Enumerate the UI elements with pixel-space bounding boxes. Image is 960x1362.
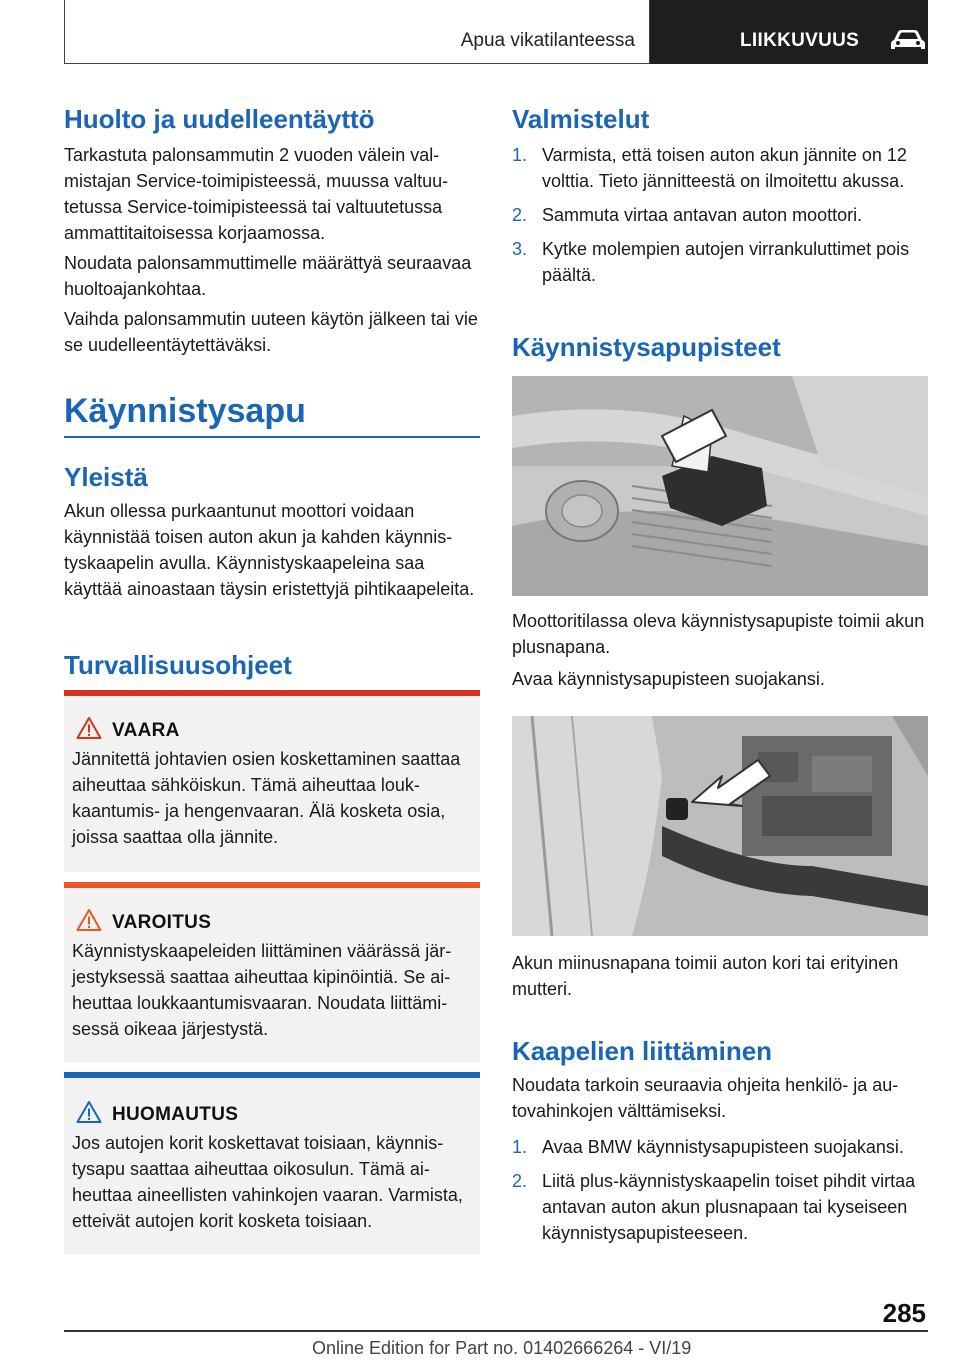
warning-text: Käynnistyskaapeleiden liittäminen väärässä järjestyksessä saattaa aiheuttaa kipinöintiä. Se aiheuttaa loukkaantumisvaaran. Noudata liittämisessä oikeaa järjestystä. xyxy=(72,941,452,1039)
list-item: 2. Sammuta virtaa antavan auton moottori. xyxy=(512,205,863,225)
header-chapter-box xyxy=(650,0,928,64)
header-section-title: Apua vikatilanteessa xyxy=(460,30,635,51)
warning-box-notice xyxy=(64,1072,480,1254)
warning-title: VAROITUS xyxy=(112,912,212,933)
maintenance-paragraph-1: Tarkastuta palonsammutin 2 vuoden välein valmistajan Service-toimipisteessä, muussa valtuutetussa Service-toimipisteessä tai valtuutetussa ammattitaitoisessa korjaamossa. xyxy=(64,145,449,243)
engine-bay-negative-point-photo xyxy=(512,716,928,936)
safety-heading: Turvallisuusohjeet xyxy=(64,650,292,680)
list-item: 3. Kytke molempien autojen virrankuluttimet pois päältä. xyxy=(512,239,910,285)
caption-positive-point: Moottoritilassa oleva käynnistysapupiste toimii akun plusnapana. xyxy=(512,611,925,657)
general-heading: Yleistä xyxy=(64,462,148,492)
preparation-heading: Valmistelut xyxy=(512,104,650,134)
header-section-box xyxy=(64,0,650,64)
footer-divider xyxy=(64,1330,928,1332)
list-item: 2. Liitä plus-käynnistyskaapelin toiset pihdit virtaa antavan auton akun plusnapaan tai kyseiseen käynnistysapupisteeseen. xyxy=(512,1171,916,1243)
warning-bar xyxy=(64,690,480,696)
page-number: 285 xyxy=(882,1298,926,1328)
jumpstart-heading: Käynnistysapu xyxy=(64,392,306,430)
warning-bar xyxy=(64,882,480,888)
warning-box-danger xyxy=(64,690,480,872)
page-header xyxy=(64,0,928,64)
caption-open-cover: Avaa käynnistysapupisteen suojakansi. xyxy=(512,669,825,689)
warning-bar xyxy=(64,1072,480,1078)
preparation-steps xyxy=(512,142,928,296)
warning-title: HUOMAUTUS xyxy=(112,1104,239,1125)
maintenance-heading: Huolto ja uudelleentäyttö xyxy=(64,104,375,134)
maintenance-paragraph-2: Noudata palonsammuttimelle määrättyä seuraavaa huoltoajankohtaa. xyxy=(64,253,472,299)
warning-text: Jos autojen korit koskettavat toisiaan, käynnistysapu saattaa aiheuttaa oikosulun. Tämä aiheuttaa aineellisten vahinkojen vaaran. Varmista, etteivät autojen korit kosketa toisiaan. xyxy=(72,1133,463,1231)
header-chapter-title: LIIKKUVUUS xyxy=(740,30,860,51)
jumpstart-points-heading: Käynnistysapupisteet xyxy=(512,332,781,362)
maintenance-paragraph-3: Vaihda palonsammutin uuteen käytön jälkeen tai vie se uudelleentäytettäväksi. xyxy=(64,309,478,355)
general-paragraph: Akun ollessa purkaantunut moottori voidaan käynnistää toisen auton akun ja kahden käynnistyskaapelin avulla. Käynnistyskaapeleina saa käyttää ainoastaan täysin eristettyjä pihtikaapeleita. xyxy=(64,501,475,599)
warning-triangle-icon xyxy=(76,716,102,740)
connect-cables-paragraph: Noudata tarkoin seuraavia ohjeita henkilö- ja autovahinkojen välttämiseksi. xyxy=(512,1075,899,1121)
list-item: 1. Varmista, että toisen auton akun jännite on 12 volttia. Tieto jännitteestä on ilmoitettu akussa. xyxy=(512,145,907,191)
warning-triangle-icon xyxy=(76,908,102,932)
section-divider xyxy=(64,436,480,438)
caption-negative-point: Akun miinusnapana toimii auton kori tai erityinen mutteri. xyxy=(512,953,899,999)
connect-cables-steps xyxy=(512,1134,928,1254)
list-item: 1. Avaa BMW käynnistysapupisteen suojakansi. xyxy=(512,1137,904,1157)
engine-bay-positive-terminal-photo xyxy=(512,376,928,596)
footer-edition: Online Edition for Part no. 01402666264 - VI/19 xyxy=(312,1338,692,1358)
connect-cables-heading: Kaapelien liittäminen xyxy=(512,1036,773,1066)
car-icon xyxy=(888,27,928,53)
warning-title: VAARA xyxy=(112,720,180,741)
warning-text: Jännitettä johtavien osien koskettaminen saattaa aiheuttaa sähköiskun. Tämä aiheuttaa loukkaantumis- ja hengenvaaran. Älä kosketa osia, joissa saattaa olla jännite. xyxy=(72,749,461,847)
warning-triangle-icon xyxy=(76,1100,102,1124)
warning-box-caution xyxy=(64,882,480,1062)
